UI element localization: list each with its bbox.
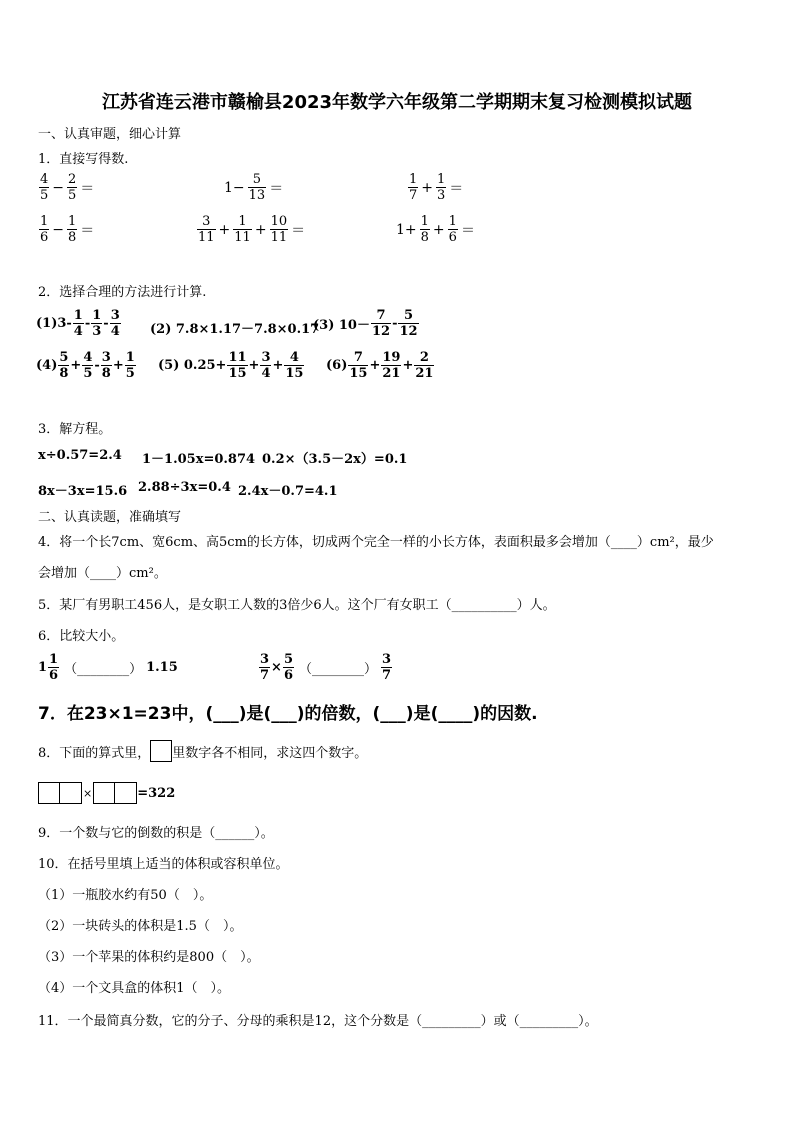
question-6-label: 6．比较大小。 — [38, 629, 125, 644]
digit-box[interactable] — [93, 782, 115, 804]
q1-expr-1: $\frac{4}{5}$ − $\frac{2}{5}$ ＝ — [40, 172, 95, 203]
equation-1: x÷0.57=2.4 — [38, 448, 122, 463]
q10-item-3: （3）一个苹果的体积约是800（ ）。 — [38, 950, 260, 965]
q1-expr-4: $\frac{1}{6}$ − $\frac{1}{8}$ ＝ — [40, 214, 95, 245]
fraction: $\frac{1}{7}$ — [409, 172, 418, 203]
section-2-heading: 二、认真读题，准确填写 — [38, 510, 182, 525]
question-9: 9．一个数与它的倒数的积是（______）。 — [38, 826, 274, 841]
section-1-heading: 一、认真审题，细心计算 — [38, 127, 182, 142]
question-10-label: 10．在括号里填上适当的体积或容积单位。 — [38, 857, 289, 872]
fraction: $\frac{10}{11}$ — [270, 214, 288, 245]
q6-compare-2: $\frac{3}{7}$ × $\frac{5}{6}$ （________） $\frac{3}{7}$ — [260, 652, 392, 683]
q10-item-1: （1）一瓶胶水约有50（ ）。 — [38, 888, 213, 903]
digit-box-icon — [150, 740, 172, 762]
question-5: 5．某厂有男职工456人，是女职工人数的3倍少6人。这个厂有女职工（__________）人。 — [38, 598, 556, 613]
q1-expr-6: 1+ $\frac{1}{8}$ + $\frac{1}{6}$ ＝ — [396, 214, 475, 245]
fraction: $\frac{1}{11}$ — [234, 214, 251, 245]
question-4-line-1: 4．将一个长7cm、宽6cm、高5cm的长方体，切成两个完全一样的小长方体，表面积最多会增加（____）cm²，最少 — [38, 535, 714, 550]
equation-2: 1－1.05x=0.874 — [142, 452, 256, 467]
fraction: $\frac{1}{8}$ — [420, 214, 429, 245]
fraction: $\frac{1}{6}$ — [40, 214, 49, 245]
q2-problem-4: (4) $\frac{5}{8}$ + $\frac{4}{5}$ - $\frac{3}{8}$ + $\frac{1}{5}$ — [36, 350, 135, 381]
question-3-label: 3．解方程。 — [38, 422, 112, 437]
equation-5: 2.88÷3x=0.4 — [138, 480, 231, 495]
q1-expr-3: $\frac{1}{7}$ + $\frac{1}{3}$ ＝ — [409, 172, 464, 203]
q8-equation: × =322 — [38, 782, 175, 804]
q2-problem-5: (5) 0.25+ $\frac{11}{15}$ + $\frac{3}{4}$ + $\frac{4}{15}$ — [158, 350, 304, 381]
q2-problem-6: (6) $\frac{7}{15}$ + $\frac{19}{21}$ + $\frac{2}{21}$ — [326, 350, 434, 381]
fraction: $\frac{1}{6}$ — [448, 214, 457, 245]
equation-3: 0.2×（3.5－2x）=0.1 — [262, 452, 408, 467]
fraction: $\frac{4}{5}$ — [40, 172, 49, 203]
equation-4: 8x－3x=15.6 — [38, 484, 128, 499]
question-7: 7．在23×1=23中，(___)是(___)的倍数，(___)是(____)的因数. — [38, 704, 538, 724]
question-1-label: 1．直接写得数. — [38, 152, 129, 167]
q2-problem-3: (3) 10－ $\frac{7}{12}$ - $\frac{5}{12}$ — [313, 308, 418, 339]
fraction: $\frac{2}{5}$ — [68, 172, 77, 203]
q6-compare-1: 1 $\frac{1}{6}$ （________） 1.15 — [38, 652, 178, 683]
page-title: 江苏省连云港市赣榆县2023年数学六年级第二学期期末复习检测模拟试题 — [101, 92, 693, 113]
fraction: $\frac{3}{11}$ — [198, 214, 215, 245]
fraction: $\frac{1}{3}$ — [437, 172, 446, 203]
digit-box[interactable] — [60, 782, 82, 804]
q2-problem-2: (2) 7.8×1.17－7.8×0.17 — [150, 322, 320, 337]
question-8: 8．下面的算式里， 里数字各不相同，求这四个数字。 — [38, 740, 367, 762]
question-11: 11．一个最简真分数，它的分子、分母的乘积是12，这个分数是（_________）或（_________）。 — [38, 1014, 598, 1029]
question-4-line-2: 会增加（____）cm²。 — [38, 566, 167, 581]
q2-problem-1: (1)3- $\frac{1}{4}$ - $\frac{1}{3}$ - $\frac{3}{4}$ — [36, 308, 120, 339]
q1-expr-2: 1− $\frac{5}{13}$ ＝ — [224, 172, 284, 203]
fraction: $\frac{5}{13}$ — [248, 172, 266, 203]
fraction: $\frac{1}{8}$ — [68, 214, 77, 245]
q10-item-2: （2）一块砖头的体积是1.5（ ）。 — [38, 919, 243, 934]
q10-item-4: （4）一个文具盒的体积1（ ）。 — [38, 981, 231, 996]
question-2-label: 2．选择合理的方法进行计算. — [38, 285, 207, 300]
q1-expr-5: $\frac{3}{11}$ + $\frac{1}{11}$ + $\frac{10}{11}$ ＝ — [198, 214, 306, 245]
digit-box[interactable] — [115, 782, 137, 804]
equation-6: 2.4x－0.7=4.1 — [238, 484, 338, 499]
digit-box[interactable] — [38, 782, 60, 804]
